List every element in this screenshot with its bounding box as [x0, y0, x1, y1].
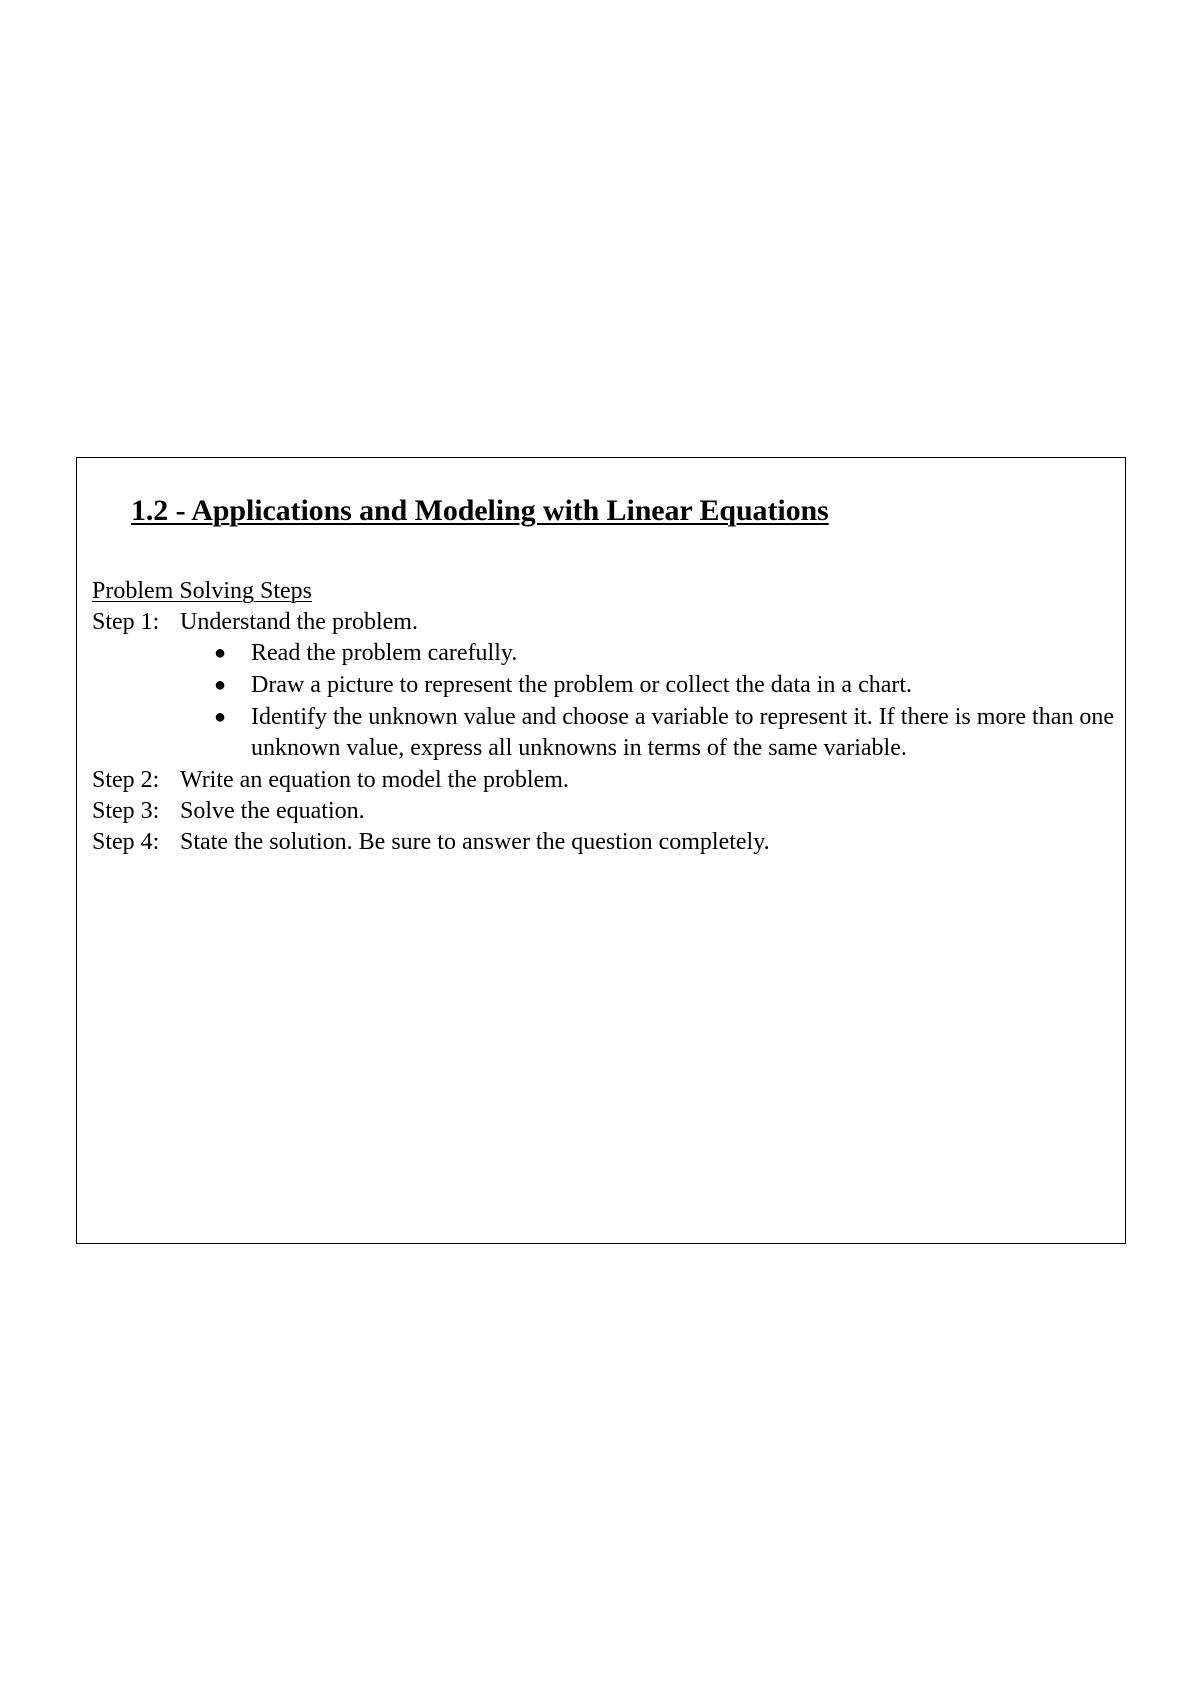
bullet-icon: ● — [214, 642, 227, 664]
step-text: Understand the problem. — [180, 609, 418, 635]
bullet-text: Read the problem carefully. — [251, 640, 518, 666]
page-title: 1.2 - Applications and Modeling with Linear Equations — [131, 494, 829, 527]
step-label: Step 2: — [92, 767, 160, 793]
list-item — [214, 702, 1121, 764]
step-text: State the solution. Be sure to answer the question completely. — [180, 829, 770, 855]
list-item — [214, 638, 1121, 669]
step-text: Write an equation to model the problem. — [180, 767, 569, 793]
step-label: Step 4: — [92, 829, 160, 855]
slide-frame — [76, 457, 1126, 1244]
bullet-icon: ● — [214, 674, 227, 696]
section-heading: Problem Solving Steps — [92, 578, 313, 604]
list-item — [214, 670, 1121, 701]
bullet-text: Draw a picture to represent the problem or collect the data in a chart. — [251, 672, 913, 698]
slide-content — [92, 576, 1121, 858]
bullet-text: Identify the unknown value and choose a variable to represent it. If there is more than one unknown value, express all unknowns in terms of the same variable. — [251, 704, 1115, 761]
step-3 — [92, 796, 1121, 827]
step-2 — [92, 765, 1121, 796]
step-4 — [92, 827, 1121, 858]
step-text: Solve the equation. — [180, 798, 365, 824]
step-label: Step 1: — [92, 609, 160, 635]
step-1 — [92, 607, 1121, 638]
bullet-icon: ● — [214, 706, 227, 728]
step-1-bullet-list — [92, 638, 1121, 764]
step-label: Step 3: — [92, 798, 160, 824]
